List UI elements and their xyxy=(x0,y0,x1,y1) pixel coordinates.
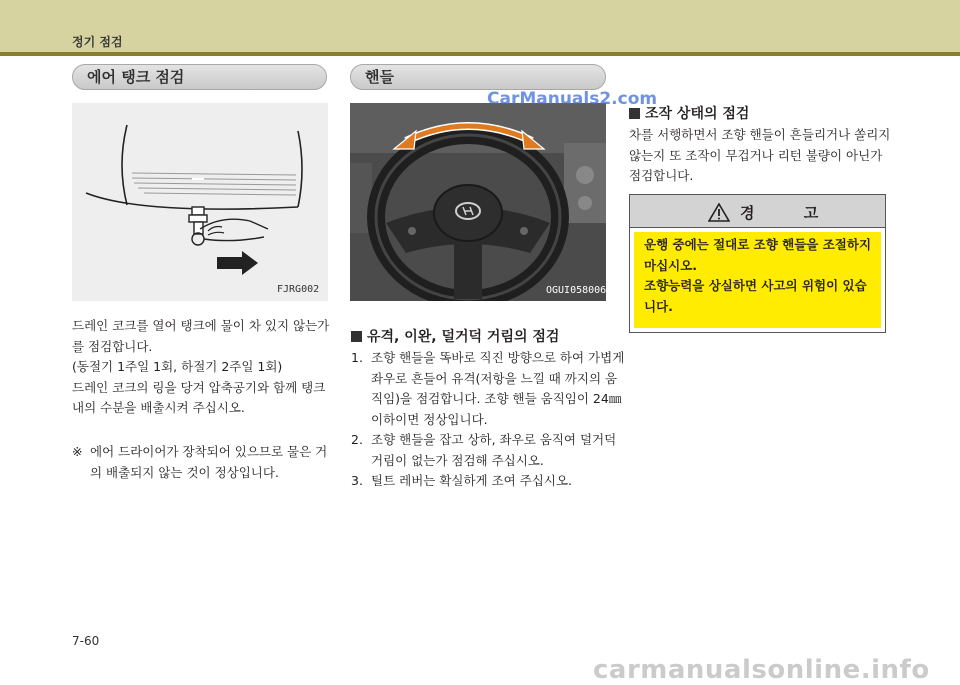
list-item xyxy=(351,430,624,471)
air-tank-instructions xyxy=(72,316,329,419)
subsection-heading-text: 유격, 이완, 덜거덕 거림의 점검 xyxy=(367,329,560,345)
air-tank-drain-illustration xyxy=(72,103,328,301)
warning-line: 운행 중에는 절대로 조향 핸들을 조절하지 xyxy=(644,237,872,252)
body-line: 점검합니다. xyxy=(629,168,694,183)
steering-wheel-photo xyxy=(350,103,606,301)
step-line: 직임)을 점검합니다. 조향 핸들 움직임이 24㎜ xyxy=(371,391,622,406)
body-line: 드레인 코크를 열어 탱크에 물이 차 있지 않는가 xyxy=(72,318,330,333)
step-line: 좌우로 흔들어 유격(저항을 느낄 때 까지의 움 xyxy=(371,370,618,386)
body-line: 차를 서행하면서 조향 핸들이 흔들리거나 쏠리지 xyxy=(629,127,891,142)
page-number: 7-60 xyxy=(72,634,100,648)
note-text xyxy=(90,442,327,483)
operation-check-text xyxy=(629,125,890,187)
step-number: 2. xyxy=(351,432,363,447)
air-tank-figure xyxy=(72,103,328,301)
subsection-heading-text: 조작 상태의 점검 xyxy=(645,106,750,122)
body-line: 않는지 또 조작이 무겁거나 리턴 불량이 아닌가 xyxy=(629,147,883,163)
figure-code: OGUI058006 xyxy=(546,285,606,296)
square-bullet-icon xyxy=(629,108,640,119)
section-title-air-tank: 에어 탱크 점검 xyxy=(72,64,327,90)
warning-title: 경 고 xyxy=(740,204,841,222)
figure-code: FJRG002 xyxy=(277,284,320,295)
note-mark: ※ xyxy=(72,444,83,459)
list-item xyxy=(351,471,624,492)
body-line: 드레인 코크의 링을 당겨 압축공기와 함께 탱크 xyxy=(72,379,326,395)
chapter-title: 정기 점검 xyxy=(72,35,123,49)
step-line: 틸트 레버는 확실하게 조여 주십시오. xyxy=(371,473,572,488)
step-number: 1. xyxy=(351,350,363,365)
section-title-steering-wheel: 핸들 xyxy=(350,64,606,90)
warning-line: 니다. xyxy=(644,298,673,314)
list-item xyxy=(351,348,624,430)
warning-triangle-icon xyxy=(708,203,730,222)
warning-line: 조향능력을 상실하면 사고의 위험이 있습 xyxy=(644,278,867,293)
warning-line: 마십시오. xyxy=(644,257,698,273)
subsection-heading-play-check xyxy=(351,326,559,346)
steering-check-steps xyxy=(351,348,624,492)
header-band xyxy=(0,0,960,52)
note-line: 에어 드라이어가 장착되어 있으므로 물은 거 xyxy=(90,444,328,459)
body-line: 를 점검합니다. xyxy=(72,338,153,354)
site-watermark: CarManuals2.com xyxy=(487,89,658,109)
square-bullet-icon xyxy=(351,331,362,342)
step-line: 이하이면 정상입니다. xyxy=(371,411,488,427)
body-line: (동절기 1주일 1회, 하절기 2주일 1회) xyxy=(72,359,283,374)
footer-watermark: carmanualsonline.info xyxy=(593,655,930,685)
warning-body xyxy=(634,232,881,328)
note-line: 의 배출되지 않는 것이 정상입니다. xyxy=(90,464,279,480)
step-number: 3. xyxy=(351,473,363,488)
steering-wheel-illustration xyxy=(350,103,606,301)
body-line: 내의 수분을 배출시켜 주십시오. xyxy=(72,400,245,415)
warning-header xyxy=(630,195,885,228)
step-line: 거림이 없는가 점검해 주십시오. xyxy=(371,452,544,468)
step-line: 조향 핸들을 잡고 상하, 좌우로 움직여 덜거덕 xyxy=(371,432,617,447)
step-line: 조향 핸들을 똑바로 직진 방향으로 하여 가볍게 xyxy=(371,350,625,365)
header-rule xyxy=(0,52,960,56)
warning-box xyxy=(629,194,886,333)
